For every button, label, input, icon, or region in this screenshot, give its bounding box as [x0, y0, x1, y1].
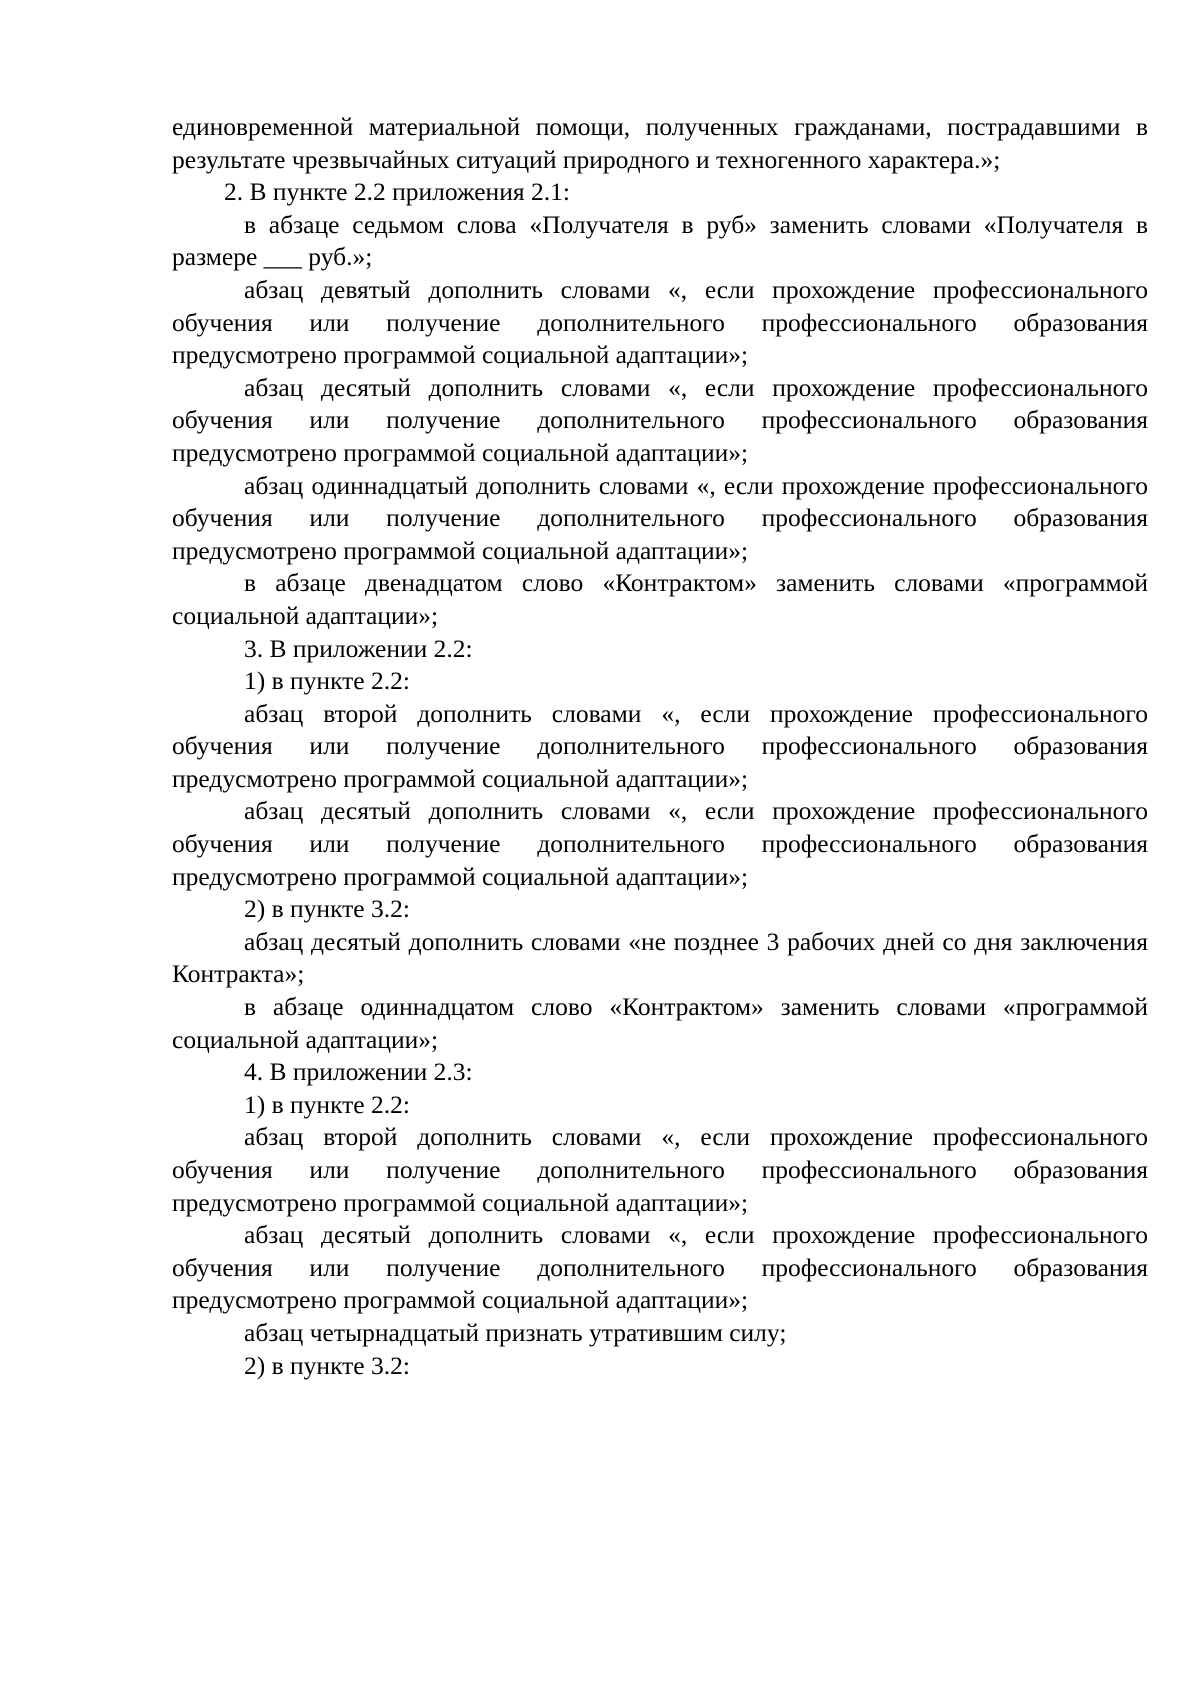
paragraph: абзац одиннадцатый дополнить словами «, если прохождение профессионального обучения или получение дополнительного профессионального образования предусмотрено программой социальной адаптации»; — [172, 470, 1148, 565]
paragraph: в абзаце одиннадцатом слово «Контрактом» заменить словами «программой социальной адаптации»; — [172, 992, 1148, 1054]
paragraph: абзац десятый дополнить словами «, если прохождение профессионального обучения или получение дополнительного профессионального образования предусмотрено программой социальной адаптации»; — [172, 372, 1148, 467]
paragraph: в абзаце седьмом слова «Получателя в руб» заменить словами «Получателя в размере ___ руб.»; — [172, 209, 1148, 272]
paragraph: 2. В пункте 2.2 приложения 2.1: — [224, 177, 570, 207]
paragraph: 2) в пункте 3.2: — [244, 894, 410, 924]
paragraph: единовременной материальной помощи, полученных гражданами, пострадавшими в результате чрезвычайных ситуаций природного и техногенного характера.»; — [172, 112, 1148, 174]
paragraph: абзац девятый дополнить словами «, если прохождение профессионального обучения или получение дополнительного профессионального образования предусмотрено программой социальной адаптации»; — [172, 274, 1148, 370]
paragraph: 4. В приложении 2.3: — [244, 1057, 473, 1087]
paragraph: абзац десятый дополнить словами «не позднее 3 рабочих дней со дня заключения Контракта»; — [172, 926, 1148, 989]
paragraph: 3. В приложении 2.2: — [244, 633, 473, 663]
paragraph: 1) в пункте 2.2: — [244, 666, 410, 696]
paragraph: 1) в пункте 2.2: — [244, 1089, 410, 1119]
paragraph: в абзаце двенадцатом слово «Контрактом» заменить словами «программой социальной адаптации»; — [172, 568, 1148, 630]
paragraph: 2) в пункте 3.2: — [244, 1350, 410, 1380]
paragraph: абзац второй дополнить словами «, если прохождение профессионального обучения или получение дополнительного профессионального образования предусмотрено программой социальной адаптации»; — [172, 1122, 1148, 1217]
paragraph: абзац второй дополнить словами «, если прохождение профессионального обучения или получение дополнительного профессионального образования предусмотрено программой социальной адаптации»; — [172, 698, 1148, 793]
document-body — [172, 111, 1148, 1382]
paragraph: абзац десятый дополнить словами «, если прохождение профессионального обучения или получение дополнительного профессионального образования предусмотрено программой социальной адаптации»; — [172, 796, 1148, 891]
paragraph: абзац десятый дополнить словами «, если прохождение профессионального обучения или получение дополнительного профессионального образования предусмотрено программой социальной адаптации»; — [172, 1220, 1148, 1315]
paragraph: абзац четырнадцатый признать утратившим силу; — [244, 1317, 787, 1347]
